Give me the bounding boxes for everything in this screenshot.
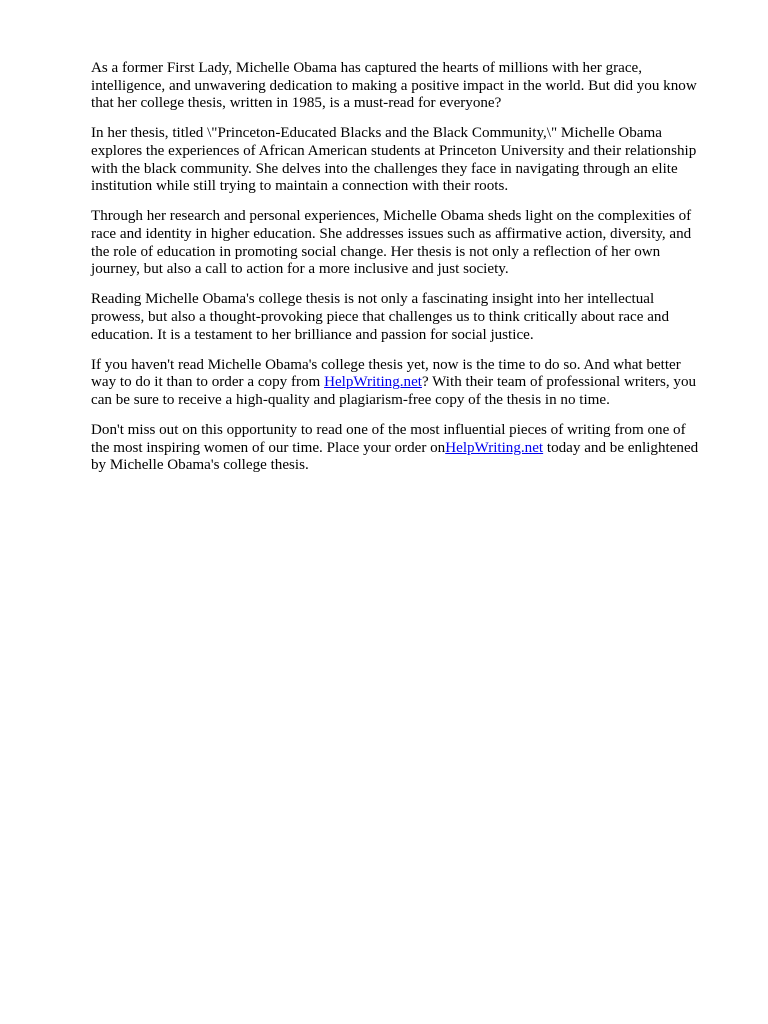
paragraph-closing-text-before: Don't miss out on this opportunity to read one of the most influential pieces of writing from one of the most inspiring women of our time. Place your order on (91, 422, 686, 456)
helpwriting-link[interactable]: HelpWriting.net (324, 374, 422, 391)
paragraph-closing-text-after: today and be enlightened by Michelle Obama's college thesis. (91, 439, 699, 474)
helpwriting-link[interactable]: HelpWriting.net (445, 439, 544, 456)
paragraph-thesis-title: In her thesis, titled \"Princeton-Educated Blacks and the Black Community,\" Michelle Obama explores the experiences of African American students at Princeton University and their relationship with the black community. She delves into the challenges they face in navigating through an elite institution while still trying to maintain a connection with their roots. (91, 125, 697, 195)
paragraph-order (91, 357, 721, 410)
paragraph-reading: Reading Michelle Obama's college thesis is not only a fascinating insight into her intellectual prowess, but also a thought-provoking piece that challenges us to think critically about race and education. It is a testament to her brilliance and passion for social justice. (91, 291, 670, 343)
paragraph-intro: As a former First Lady, Michelle Obama has captured the hearts of millions with her grace, intelligence, and unwavering dedication to making a positive impact in the world. But did you know that her college thesis, written in 1985, is a must-read for everyone? (91, 60, 697, 112)
paragraph-order-text-after: ? With their team of professional writers, you can be sure to receive a high-quality and plagiarism-free copy of the thesis in no time. (91, 374, 697, 408)
paragraph-research: Through her research and personal experiences, Michelle Obama sheds light on the complexities of race and identity in higher education. She addresses issues such as affirmative action, diversity, and the role of education in promoting social change. Her thesis is not only a reflection of her own journey, but also a call to action for a more inclusive and just society. (91, 208, 692, 278)
paragraph-closing (91, 422, 721, 475)
paragraph-order-text-before: If you haven't read Michelle Obama's college thesis yet, now is the time to do so. And what better way to do it than to order a copy from (91, 356, 681, 391)
document-body (91, 60, 721, 487)
